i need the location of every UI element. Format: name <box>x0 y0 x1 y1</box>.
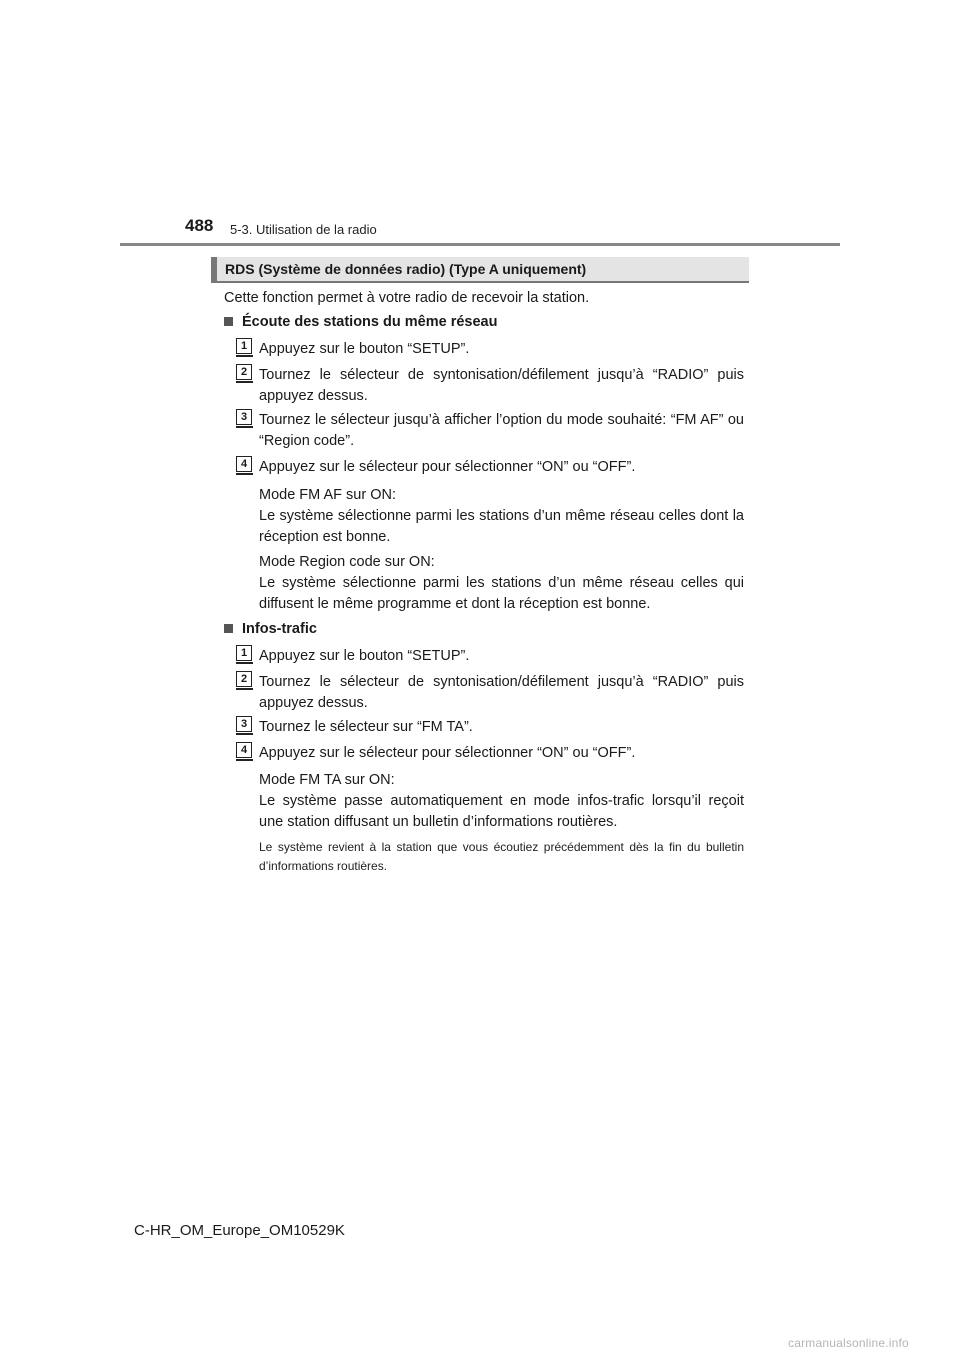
step-number-box: 4 <box>236 742 252 758</box>
section-reference: 5-3. Utilisation de la radio <box>230 222 377 237</box>
mode-title: Mode Region code sur ON: <box>259 554 435 570</box>
step-number-box: 2 <box>236 671 252 687</box>
mode-description <box>259 770 744 833</box>
step-number-box: 3 <box>236 409 252 425</box>
mode-title: Mode FM TA sur ON: <box>259 772 395 788</box>
header-rule <box>120 243 840 246</box>
square-bullet-icon <box>224 624 233 633</box>
mode-title: Mode FM AF sur ON: <box>259 487 396 503</box>
mode-text: Le système sélectionne parmi les stations d’un même réseau celles qui diffusent le même programme et dont la réception est bonne. <box>259 575 744 612</box>
mode-text: Le système passe automatiquement en mode infos-trafic lorsqu’il reçoit une station diffusant un bulletin d’informations routières. <box>259 793 744 830</box>
sub-heading-traffic-info: Infos-trafic <box>224 621 317 637</box>
mode-description <box>259 485 744 548</box>
mode-text: Le système sélectionne parmi les stations d’un même réseau celles dont la réception est bonne. <box>259 508 744 545</box>
step-text: Tournez le sélecteur jusqu’à afficher l’option du mode souhaité: “FM AF” ou “Region code”. <box>259 412 744 449</box>
step-number-box: 1 <box>236 645 252 661</box>
step-number-box: 2 <box>236 364 252 380</box>
sub-heading-same-network: Écoute des stations du même réseau <box>224 314 497 330</box>
banner-accent-bar <box>211 257 217 281</box>
watermark: carmanualsonline.info <box>788 1336 909 1350</box>
square-bullet-icon <box>224 317 233 326</box>
banner-title: RDS (Système de données radio) (Type A uniquement) <box>225 261 587 277</box>
step-number-box: 4 <box>236 456 252 472</box>
step-text: Appuyez sur le bouton “SETUP”. <box>259 648 470 664</box>
step-text: Appuyez sur le sélecteur pour sélectionner “ON” ou “OFF”. <box>259 745 636 761</box>
step-number-box: 3 <box>236 716 252 732</box>
step-text: Appuyez sur le sélecteur pour sélectionner “ON” ou “OFF”. <box>259 459 636 475</box>
step-text: Tournez le sélecteur de syntonisation/défilement jusqu’à “RADIO” puis appuyez dessus. <box>259 367 744 404</box>
intro-text: Cette fonction permet à votre radio de recevoir la station. <box>224 290 590 306</box>
step-text: Tournez le sélecteur de syntonisation/défilement jusqu’à “RADIO” puis appuyez dessus. <box>259 674 744 711</box>
note-text: Le système revient à la station que vous écoutiez précédemment dès la fin du bulletin d’informations routières. <box>259 840 744 873</box>
step-text: Appuyez sur le bouton “SETUP”. <box>259 341 470 357</box>
mode-description <box>259 552 744 615</box>
step-number-box: 1 <box>236 338 252 354</box>
document-code: C-HR_OM_Europe_OM10529K <box>134 1222 345 1239</box>
step-text: Tournez le sélecteur sur “FM TA”. <box>259 719 473 735</box>
section-banner <box>211 257 749 283</box>
page-number: 488 <box>185 216 214 235</box>
